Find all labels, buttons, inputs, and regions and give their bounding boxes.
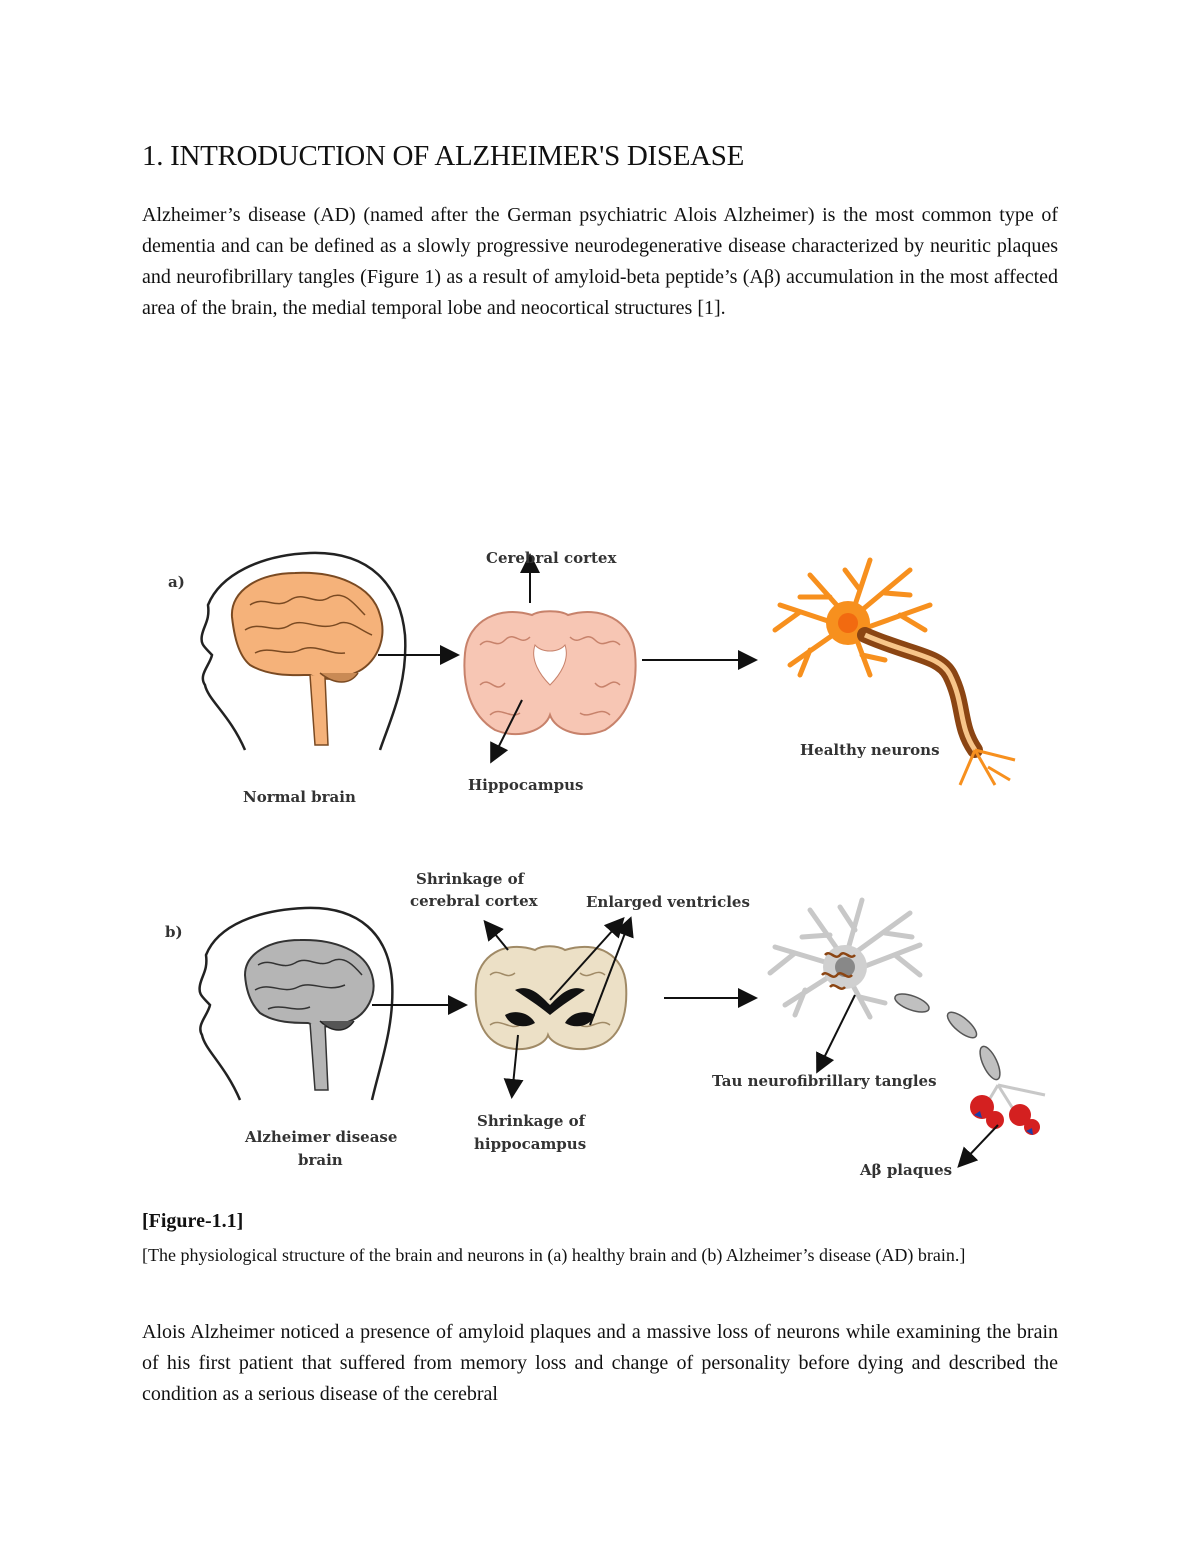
panel-a-label: a) [168,573,185,591]
shrinkage-hippo-line2: hippocampus [474,1135,587,1153]
healthy-coronal-slice [464,611,635,734]
intro-paragraph: Alzheimer’s disease (AD) (named after the German psychiatric Alois Alzheimer) is the most common type of dementia and can be defined as a slowly progressive neurodegenerative disease characterized by neuritic plaques and neurofibrillary tangles (Figure 1) as a result of amyloid-beta peptide’s (Aβ) accumulation in the most affected area of the brain, the medial temporal lobe and neocortical structures [1]. [142,204,1058,319]
normal-brain-illustration [232,573,382,745]
enlarged-ventricles-label: Enlarged ventricles [586,893,750,911]
hippocampus-label: Hippocampus [468,776,584,794]
ad-brain-label-line1: Alzheimer disease [245,1128,398,1146]
healthy-neurons-label: Healthy neurons [800,741,940,759]
ad-neuron-illustration [770,900,1045,1135]
brain-comparison-figure [150,535,1060,1185]
shrinkage-cortex-line1: Shrinkage of [416,870,525,888]
shrinkage-cortex-line2: cerebral cortex [410,892,538,910]
body-paragraph-2: Alois Alzheimer noticed a presence of amyloid plaques and a massive loss of neurons while examining the brain of his first patient that suffered from memory loss and change of personality before dying and described the condition as a serious disease of the cerebral [142,1321,1058,1405]
tau-tangles-label: Tau neurofibrillary tangles [712,1072,937,1090]
ad-brain-label-line2: brain [298,1151,343,1169]
normal-brain-label: Normal brain [243,788,356,806]
section-heading: 1. INTRODUCTION OF ALZHEIMER'S DISEASE [142,140,745,172]
ab-plaques-label: Aβ plaques [860,1161,953,1179]
figure-caption: [The physiological structure of the brain and neurons in (a) healthy brain and (b) Alzheimer’s disease (AD) brain.] [142,1245,966,1265]
panel-b-label: b) [165,923,183,941]
figure-title: [Figure-1.1] [142,1210,244,1232]
shrinkage-hippo-line1: Shrinkage of [477,1112,586,1130]
cerebral-cortex-label: Cerebral cortex [486,549,617,567]
ad-brain-illustration [245,940,374,1090]
